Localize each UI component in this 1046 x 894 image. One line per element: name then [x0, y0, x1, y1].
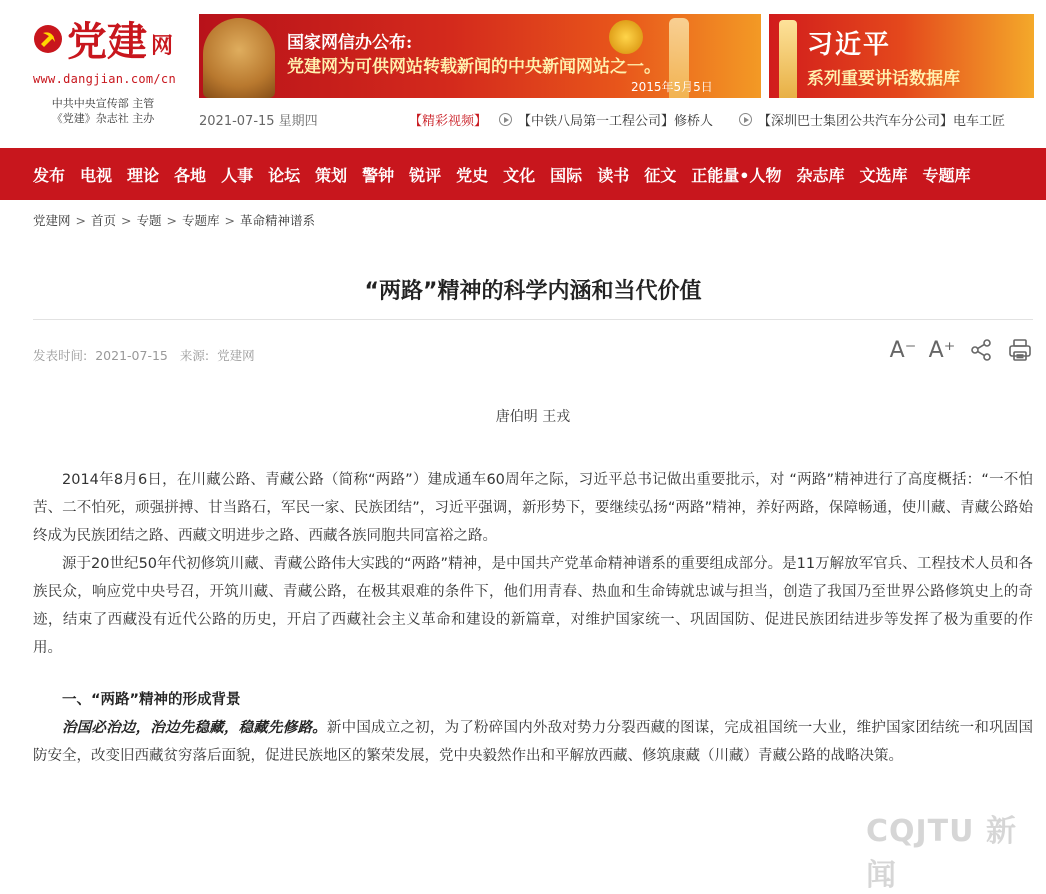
nav-item[interactable]: 党史: [456, 165, 489, 185]
article-meta: [33, 346, 263, 364]
breadcrumb-link[interactable]: 首页: [91, 213, 117, 228]
play-icon: [739, 113, 752, 126]
party-emblem-icon: [33, 24, 63, 54]
logo-text: 党建: [67, 18, 147, 65]
breadcrumb-link[interactable]: 专题: [136, 213, 162, 228]
share-icon: [968, 337, 994, 363]
ticker-item-label: 【中铁八局第一工程公司】修桥人: [518, 114, 714, 129]
nav-item[interactable]: 理论: [127, 165, 160, 185]
breadcrumb-separator-icon: >: [166, 213, 177, 228]
font-increase-button[interactable]: [926, 334, 958, 366]
font-decrease-button[interactable]: [887, 334, 919, 366]
title-divider: [33, 319, 1033, 320]
breadcrumb-link[interactable]: 革命精神谱系: [240, 213, 316, 228]
article-body: [33, 466, 1033, 770]
nav-item[interactable]: 杂志库: [796, 165, 845, 185]
logo-url: www.dangjian.com/cn: [33, 72, 176, 86]
publish-label: 发表时间:: [33, 348, 88, 363]
main-nav: [0, 148, 1046, 200]
current-date: 2021-07-15 星期四: [199, 114, 318, 129]
nav-item[interactable]: 国际: [550, 165, 583, 185]
nav-item[interactable]: 人事: [221, 165, 254, 185]
logo-suffix: 网: [151, 33, 174, 59]
printer-icon: [1007, 337, 1033, 363]
watermark: CQJTU 新闻: [866, 814, 1017, 893]
nav-item[interactable]: 发布: [33, 165, 66, 185]
nav-item[interactable]: 电视: [80, 165, 113, 185]
banner1-date: 2015年5月5日: [631, 80, 713, 94]
site-header: [0, 0, 1046, 148]
ticker-item-label: 【深圳巴士集团公共汽车分公司】电车工匠: [758, 114, 1006, 129]
play-icon: [499, 113, 512, 126]
article-paragraph: 源于20世纪50年代初修筑川藏、青藏公路伟大实践的“两路”精神，是中国共产党革命精神谱系的重要组成部分。是11万解放军官兵、工程技术人员和各族民众，响应党中央号召，开筑川藏、青藏公路，在极其艰难的条件下，他们用青春、热血和生命铸就忠诚与担当，创造了我国乃至世界公路修筑史上的奇迹，结束了西藏没有近代公路的历史，开启了西藏社会主义革命和建设的新篇章，对维护国家统一、巩固国防、促进民族团结进步等发挥了极为重要的作用。: [33, 556, 1033, 656]
print-button[interactable]: [1004, 334, 1036, 366]
article-paragraph: 2014年8月6日，在川藏公路、青藏公路（简称“两路”）建成通车60周年之际，习近平总书记做出重要批示，对 “两路”精神进行了高度概括：“一不怕苦、二不怕死，顽强拼搏、甘当路石，军民一家、民族团结”，习近平强调，新形势下，要继续弘扬“两路”精神，养好两路，保障畅通，使川藏、青藏公路始终成为民族团结之路、西藏文明进步之路、西藏各族同胞共同富裕之路。: [33, 472, 1033, 544]
nav-item[interactable]: 文选库: [859, 165, 908, 185]
nav-item[interactable]: 读书: [597, 165, 630, 185]
nav-item[interactable]: 文化: [503, 165, 536, 185]
stone-lion-image: [203, 18, 275, 98]
site-logo[interactable]: [33, 14, 183, 134]
banner-speech-database[interactable]: [769, 14, 1034, 98]
article-tools: [880, 334, 1036, 366]
nav-item[interactable]: 警钟: [362, 165, 395, 185]
paragraph-lead-emphasis: 治国必治边，治边先稳藏，稳藏先修路。: [62, 719, 327, 736]
breadcrumb-link[interactable]: 专题库: [182, 213, 220, 228]
national-emblem-icon: [609, 20, 643, 54]
breadcrumb-separator-icon: >: [121, 213, 132, 228]
huabiao-pillar-image: [779, 20, 797, 98]
nav-item[interactable]: 专题库: [922, 165, 971, 185]
banner1-line1: 国家网信办公布:: [287, 33, 413, 53]
banner2-line1: 习近平: [807, 30, 892, 60]
breadcrumb-separator-icon: >: [224, 213, 235, 228]
ticker-item[interactable]: [499, 110, 713, 129]
breadcrumb-separator-icon: >: [75, 213, 86, 228]
sponsor-line-2: 《党建》杂志社 主办: [51, 112, 155, 125]
nav-item[interactable]: 锐评: [409, 165, 442, 185]
ticker-item[interactable]: [739, 110, 1005, 129]
nav-item[interactable]: 征文: [644, 165, 677, 185]
banner-news-announcement[interactable]: [199, 14, 761, 98]
banner2-line2: 系列重要讲话数据库: [807, 69, 960, 89]
breadcrumb-link[interactable]: 党建网: [33, 213, 71, 228]
banner1-line2: 党建网为可供网站转载新闻的中央新闻网站之一。: [287, 57, 661, 77]
source-label: 来源:: [179, 348, 210, 363]
font-increase-icon: A⁺: [928, 337, 956, 363]
section-heading: 一、“两路”精神的形成背景: [62, 692, 241, 708]
ticker-tag[interactable]: 【精彩视频】: [409, 114, 488, 129]
nav-item[interactable]: 正能量•人物: [691, 165, 782, 185]
publish-date: 2021-07-15: [95, 348, 168, 363]
nav-item[interactable]: 策划: [315, 165, 348, 185]
share-button[interactable]: [965, 334, 997, 366]
nav-item[interactable]: 论坛: [268, 165, 301, 185]
article-title: “两路”精神的科学内涵和当代价值: [364, 279, 702, 304]
source-value: 党建网: [217, 348, 255, 363]
nav-item[interactable]: 各地: [174, 165, 207, 185]
breadcrumb: [33, 211, 315, 229]
article-paragraph: [33, 714, 1033, 770]
font-decrease-icon: A⁻: [889, 337, 917, 363]
paragraph-text: 新中国成立之初，为了粉碎国内外敌对势力分裂西藏的图谋，完成祖国统一大业，维护国家团结统一和巩固国防安全，改变旧西藏贫穷落后面貌，促进民族地区的繁荣发展，党中央毅然作出和平解放西藏、修筑康藏（川藏）青藏公路的战略决策。: [33, 720, 1034, 764]
article-authors: 唐伯明 王戎: [495, 409, 571, 425]
sponsor-line-1: 中共中央宣传部 主管: [51, 97, 155, 110]
